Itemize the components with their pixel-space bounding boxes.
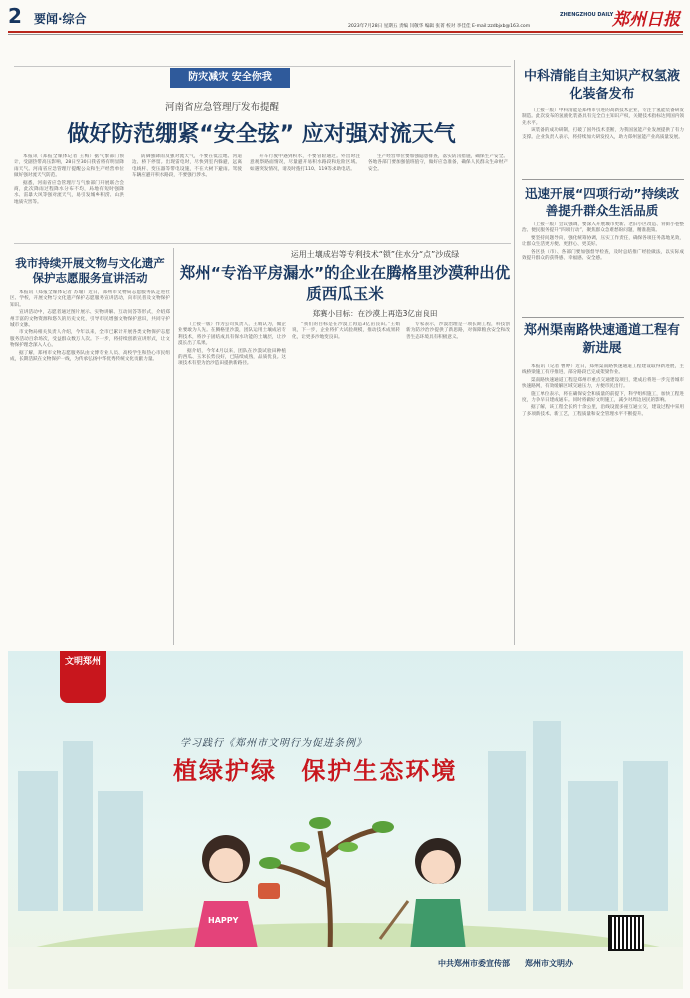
middle-column-2: “我们的目标是在沙漠上再造3亿亩良田。”王娟说，下一步，企业将扩大试验规模，推动技术成果转化，让更多沙地变良田。 <box>292 322 400 340</box>
middle-headline: 郑州“专治平房漏水”的企业在腾格里沙漠种出优质西瓜玉米 <box>179 264 511 303</box>
city-skyline <box>18 721 668 911</box>
middle-column-3: 专家表示，沙漠治理是一项长期工程，科技创新为防沙治沙提供了新思路，对保障粮食安全和改善生态环境具有积极意义。 <box>406 322 510 340</box>
right-article-3-body: 本报讯（记者 曹婷）近日，郑州渠南路快速通道工程建设取得新进展，主线桥梁施工有序推进，部分路段已完成架梁作业。 渠南路快速通道工程是郑州市重点交通建设项目，建成后将进一步完善城市快速路网，有效缓解区域交通压力，方便市民出行。 施工单位表示，将在确保安全和质量的前提下，科学组织施工，加快工程进度，力争早日建成通车。同时将做好文明施工，减少对周边居民的影响。 据了解，该工程全长约十余公里，沿线设置多座互通立交，建设过程中采用了多项新技术、新工艺，工程质量和安全管理水平不断提升。 <box>522 364 684 417</box>
lead-headline: 做好防范绷紧“安全弦” 应对强对流天气 <box>67 122 456 147</box>
qr-code-icon <box>608 915 644 951</box>
lead-kicker: 河南省应急管理厅发布提醒 <box>165 102 280 113</box>
ad-signature-1: 中共郑州市委宣传部 <box>438 959 510 968</box>
middle-column-1: （上接一版）作为公司负责人，王娟认为，做企业要敢为人先。在腾格里沙漠，团队运用土壤成岩专利技术，将沙子固结成具有保水功能的土壤层，让沙漠长出了瓜果。 据介绍，今年4月以来，团队在沙漠试验田种植的西瓜、玉米长势良好，已陆续成熟，品质优良。这项技术有望为治沙造田提供新路径。 <box>178 322 286 367</box>
right-divider-1 <box>522 179 684 180</box>
ad-illustration <box>8 651 683 989</box>
lead-banner: 防灾减灾 安全你我 <box>170 68 290 88</box>
ad-tag-badge: 文明郑州 <box>60 651 106 703</box>
right-article-2-body: （上接一版）会议强调，要深入开展城市更新、老旧小区改造、背街小巷整治、便民服务提升“四项行动”，聚焦群众急难愁盼问题，精准施策。 要坚持问题导向，强化统筹协调，压实工作责任，确保各项任务落地见效，让群众生活更方便、更舒心、更美好。 各区县（市）、各部门要加强督导检查，及时总结推广经验做法，以实际成效提升群众的获得感、幸福感、安全感。 <box>522 222 684 262</box>
right-divider-2 <box>522 317 684 318</box>
header-rule-thin <box>8 34 683 35</box>
right-article-1-body: （上接一版）中科清能是郑州市引进的高新技术企业，专注于氢能装备研发制造。此次发布的氢液化装备具有完全自主知识产权，关键技术指标达到国内领先水平。 该装备的成功研制，打破了国外技术垄断，为我国氢能产业发展提供了有力支撑。企业负责人表示，将持续加大研发投入，助力郑州氢能产业高质量发展。 <box>522 108 684 140</box>
middle-subheadline: 郑赛小目标：在沙漠上再造3亿亩良田 <box>312 309 438 318</box>
dateline: 2023年7月28日 星期五 责编 闫敬华 编辑 张菁 校对 李佳佳 E-mail:zzdbjxb@163.com <box>348 24 531 29</box>
left-divider <box>173 248 174 645</box>
left-headline: 我市持续开展文物与文化遗产保护志愿服务宣讲活动 <box>15 256 165 285</box>
ad-top-line: 学习践行《郑州市文明行为促进条例》 <box>180 738 367 749</box>
column-divider <box>514 60 515 645</box>
lead-column-4: 生产经营单位要加强隐患排查，落实防汛措施，确保生产安全。各地各部门要加强值班值守，做好应急准备，确保人民群众生命财产安全。 <box>368 154 508 172</box>
middle-kicker: 运用土壤成岩等专利技术“锁”住水分“点”沙成绿 <box>290 250 460 259</box>
ad-slogan-part-2: 保护生态环境 <box>301 757 458 785</box>
watering-can-icon <box>258 883 280 899</box>
header-rule <box>8 31 683 33</box>
left-article-body: 本报讯（郑报全媒体记者 苏瑜）近日，郑州市文物局志愿服务队走进社区、学校，开展文物与文化遗产保护志愿服务宣讲活动，向市民普及文物保护知识。 宣讲活动中，志愿者通过图片展示、实物讲解、互动问答等形式，介绍郑州丰富的文物资源和悠久的历史文化，引导市民增强文物保护意识，共同守护城市文脉。 市文物局相关负责人介绍，今年以来，全市已累计开展各类文物保护志愿服务活动百余场次，受益群众数万人次。下一步，将持续创新宣讲形式，让文物保护理念深入人心。 据了解，郑州市文物志愿服务队由文博专业人员、高校学生和热心市民组成，长期活跃在文物保护一线，为传承弘扬中华优秀传统文化贡献力量。 <box>10 290 170 363</box>
lead-column-1: 本报讯（郑报全媒体记者 王梅）据气象部门预计，受副热带高压影响，28日至30日我省将有明显降雨天气。河南省应急管理厅提醒公众和生产经营单位做好强对流天气防范。 据悉，河南省应急管理厅与气象部门开展联合会商，此次降雨过程降水分布不均，局地有短时强降水、雷暴大风等强对流天气，易引发城乡积涝、山洪地质灾害等。 <box>14 154 124 205</box>
paper-logo: 郑州日报 <box>612 10 680 30</box>
public-service-ad <box>8 651 683 989</box>
ad-signature-2: 郑州市文明办 <box>525 959 573 968</box>
section-title: 要闻·综合 <box>34 12 87 26</box>
lead-column-3: 开车行驶中遇到积水，不要冒险通过。外出时注意观察路面情况，尽量避开易积水路段和危险区域。如遇突发情况，请及时拨打110、119等求助电话。 <box>250 154 360 172</box>
ad-slogan <box>173 751 457 786</box>
lead-top-line <box>14 66 511 67</box>
ad-slogan-part-1: 植绿护绿 <box>173 757 277 785</box>
paper-name-en: ZHENGZHOU DAILY <box>560 12 614 18</box>
lead-column-2: 防御强降雨及强对流天气，不要在低洼地、河道边、桥下停留。出现雷电时，尽快到室内躲避，远离电线杆、变压器等带电设施，不在大树下避雨。驾驶车辆应避开积水路段，不要强行涉水。 <box>132 154 242 179</box>
right-headline-2: 迅速开展“四项行动”持续改善提升群众生活品质 <box>525 186 679 218</box>
lead-bottom-line <box>14 243 511 244</box>
right-headline-1: 中科清能自主知识产权氢液化装备发布 <box>523 69 680 102</box>
page-number: 2 <box>8 4 22 28</box>
right-headline-3: 郑州渠南路快速通道工程有新进展 <box>523 323 680 356</box>
svg-text:HAPPY: HAPPY <box>208 916 239 925</box>
